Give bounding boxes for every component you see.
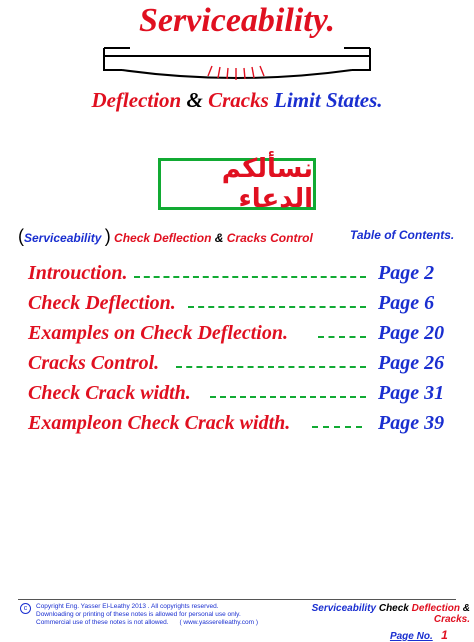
subtitle-limit-states: Limit States.: [268, 88, 383, 112]
toc-row-label: Check Deflection.: [28, 292, 176, 314]
footer-doc-title: Serviceability Check Deflection & Cracks.: [311, 603, 470, 625]
toc-header-close-paren: ): [104, 226, 111, 246]
toc-header-check-deflection: Check Deflection: [110, 231, 212, 245]
subtitle-amp: &: [181, 88, 209, 112]
toc-row-leader: [176, 366, 366, 368]
arabic-dua-box: [158, 154, 316, 214]
toc-row-label: Check Crack width.: [28, 382, 191, 404]
toc-header-cracks-control: Cracks Control: [226, 231, 313, 245]
toc-row-leader: [188, 306, 366, 308]
toc-row[interactable]: [28, 352, 468, 382]
footer-copyright-line3: Commercial use of these notes is not allowed. ( www.yasserelleathy.com ): [36, 619, 259, 626]
subtitle-cracks: Cracks: [208, 88, 269, 112]
toc-row-page: Page 31: [378, 382, 445, 404]
toc-row-page: Page 20: [378, 322, 445, 344]
toc-row-leader: [318, 336, 366, 338]
toc-header-serviceability: Serviceability: [24, 231, 105, 245]
footer-copyright-line2: Downloading or printing of these notes is allowed for personal use only.: [36, 611, 241, 618]
toc-row-label: Introuction.: [28, 262, 128, 284]
toc-row[interactable]: [28, 292, 468, 322]
toc-header-table-of-contents: Table of Contents.: [350, 228, 455, 242]
subtitle: [0, 88, 474, 113]
toc-row-leader: [134, 276, 366, 278]
footer-copyright: [36, 603, 258, 627]
arabic-dua-text: نسألكم الدعاء: [221, 154, 313, 214]
footer-divider: [18, 599, 456, 600]
toc-row-leader: [312, 426, 362, 428]
footer-website-link[interactable]: ( www.yasserelleathy.com ): [179, 619, 259, 626]
toc-header: [18, 226, 468, 247]
toc-row-label: Examples on Check Deflection.: [28, 322, 288, 344]
toc-row-leader: [210, 396, 366, 398]
toc-row-label: Exampleon Check Crack width.: [28, 412, 291, 434]
toc-row[interactable]: [28, 322, 468, 352]
footer-page-info: [290, 603, 470, 642]
page-title: Serviceability.: [138, 2, 336, 39]
footer-page-number: Page No. 1: [389, 628, 448, 642]
toc-row[interactable]: [28, 262, 468, 292]
toc-row-page: Page 26: [378, 352, 445, 374]
toc-row-page: Page 6: [378, 292, 435, 314]
subtitle-deflection: Deflection: [91, 88, 182, 112]
deflected-beam-illustration: [100, 42, 374, 86]
footer-copyright-line1: Copyright Eng. Yasser El-Leathy 2013 . All copyrights reserved.: [36, 603, 219, 610]
toc-row-label: Cracks Control.: [28, 352, 160, 374]
toc-row-page: Page 39: [378, 412, 445, 434]
copyright-icon: c: [20, 603, 31, 614]
toc-row[interactable]: [28, 412, 468, 442]
toc-header-open-paren: (: [18, 226, 24, 246]
toc-row-page: Page 2: [378, 262, 435, 284]
toc-header-amp: &: [211, 231, 227, 245]
toc-row[interactable]: [28, 382, 468, 412]
